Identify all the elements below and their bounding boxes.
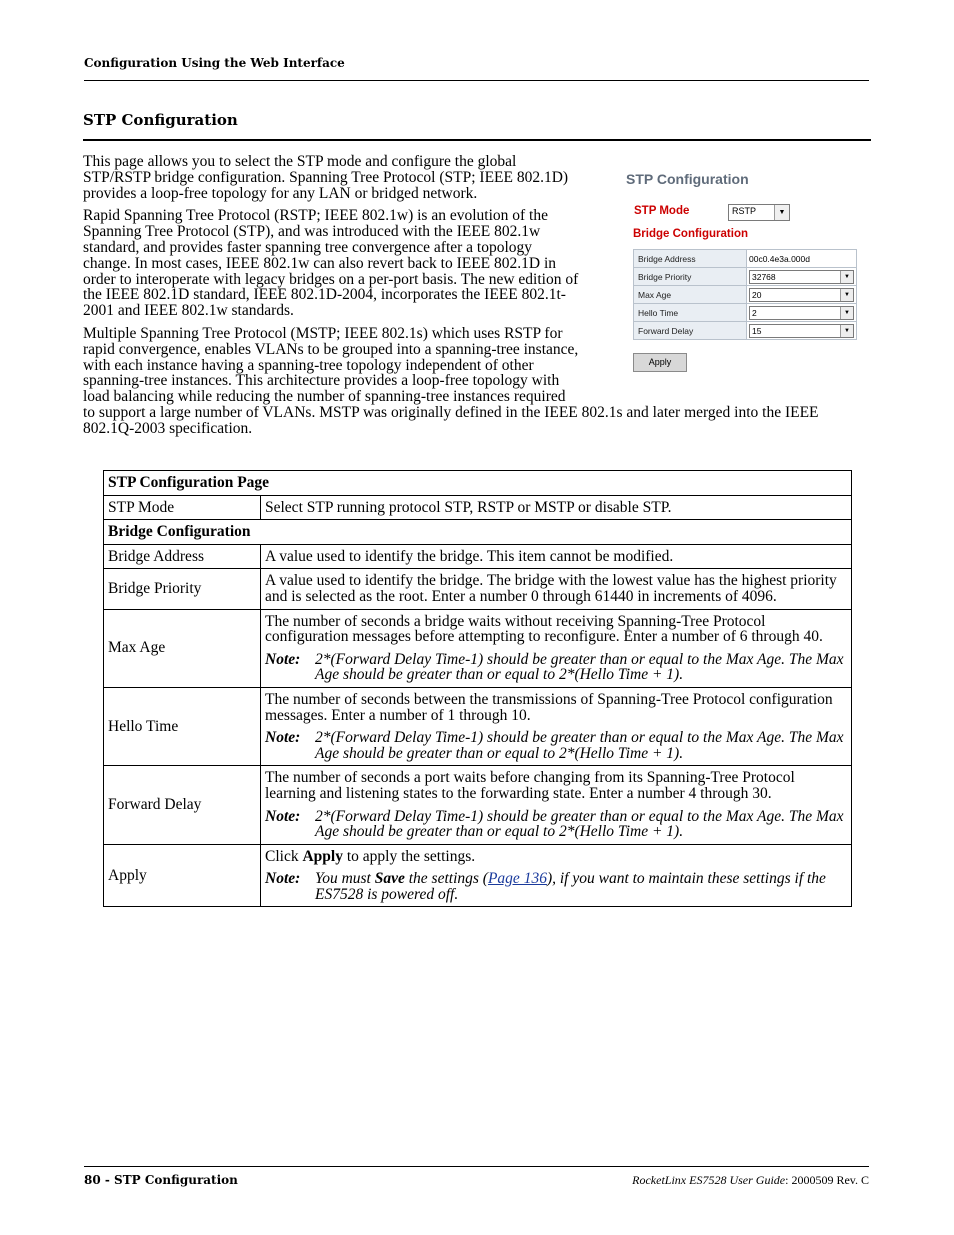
section-divider — [83, 139, 871, 141]
row-forward-delay — [634, 322, 857, 340]
running-header: Configuration Using the Web Interface — [84, 56, 345, 70]
bridge-address-label: Bridge Address — [634, 250, 747, 268]
table-row — [104, 609, 852, 687]
bridge-config-label: Bridge Configuration — [633, 228, 748, 240]
note — [265, 809, 847, 840]
stp-reference-table — [103, 470, 852, 907]
note-label: Note: — [265, 729, 301, 747]
note-bold: Save — [374, 870, 405, 888]
field-description: A value used to identify the bridge. The bridge with the lowest value has the highest priority and is selected as the root. Enter a number 0 through 61440 in increments of 4096. — [261, 569, 852, 609]
paragraph-rstp: Rapid Spanning Tree Protocol (RSTP; IEEE 802.1w) is an evolution of the Spanning Tree Protocol (STP), and was introduced with the IEEE 802.1w standard, and provides faster spanning tree convergence after a topology change. In most cases, IEEE 802.1w can also revert back to IEEE 802.1D in order to interoperate with legacy bridges on a per-port basis. The new edition of the IEEE 802.1D standard, IEEE 802.1D-2004, incorporates the IEEE 802.1t-2001 and IEEE 802.1w standards. — [83, 207, 579, 320]
forward-delay-label: Forward Delay — [634, 322, 747, 340]
chevron-down-icon[interactable]: ▼ — [840, 289, 853, 301]
table-row — [104, 687, 852, 765]
row-hello-time — [634, 304, 857, 322]
table-row — [104, 844, 852, 907]
row-max-age — [634, 286, 857, 304]
note-label: Note: — [265, 650, 301, 668]
note-text: 2*(Forward Delay Time-1) should be greater than or equal to the Max Age. The Max Age should be greater than or equal to 2*(Hello Time + 1). — [315, 729, 844, 762]
footer-page-label: 80 - STP Configuration — [84, 1173, 238, 1187]
stp-config-screenshot — [620, 165, 865, 375]
field-name: Hello Time — [104, 687, 261, 765]
chevron-down-icon[interactable]: ▼ — [840, 271, 853, 283]
field-name: STP Mode — [104, 495, 261, 520]
field-name: Max Age — [104, 609, 261, 687]
paragraph-stp: This page allows you to select the STP mode and configure the global STP/RSTP bridge configuration. Spanning Tree Protocol (STP; IEEE 802.1D) provides a loop-free topology for any LAN or bridged network. — [83, 153, 569, 202]
note-text: 2*(Forward Delay Time-1) should be greater than or equal to the Max Age. The Max Age should be greater than or equal to 2*(Hello Time + 1). — [315, 807, 844, 841]
stp-mode-label: STP Mode — [634, 205, 690, 217]
bridge-priority-label: Bridge Priority — [634, 268, 747, 286]
note — [265, 730, 847, 761]
table-subheading: Bridge Configuration — [104, 520, 852, 545]
note — [265, 652, 847, 683]
bridge-config-table — [633, 249, 857, 340]
field-description — [265, 849, 847, 865]
field-name: Forward Delay — [104, 766, 261, 844]
bridge-priority-select[interactable] — [749, 270, 854, 284]
max-age-value: 20 — [752, 289, 762, 300]
forward-delay-select[interactable] — [749, 324, 854, 338]
note — [265, 871, 847, 902]
row-bridge-address — [634, 250, 857, 268]
desc-text: Click — [265, 847, 303, 865]
table-row — [104, 766, 852, 844]
field-name: Apply — [104, 844, 261, 907]
table-title: STP Configuration Page — [104, 471, 852, 496]
table-row — [104, 495, 852, 520]
max-age-label: Max Age — [634, 286, 747, 304]
footer-divider — [84, 1166, 869, 1167]
stp-mode-value: RSTP — [732, 206, 757, 216]
desc-bold: Apply — [302, 847, 343, 865]
header-divider — [84, 80, 869, 81]
field-name: Bridge Priority — [104, 569, 261, 609]
chevron-down-icon[interactable]: ▼ — [840, 325, 853, 337]
desc-text: to apply the settings. — [342, 847, 476, 865]
bridge-address-value: 00c0.4e3a.000d — [747, 250, 857, 268]
stp-mode-select[interactable] — [728, 204, 790, 221]
note-text: 2*(Forward Delay Time-1) should be greater than or equal to the Max Age. The Max Age should be greater than or equal to 2*(Hello Time + 1). — [315, 650, 844, 684]
apply-button[interactable]: Apply — [633, 353, 687, 372]
field-name: Bridge Address — [104, 544, 261, 569]
field-description: The number of seconds a port waits before changing from its Spanning-Tree Protocol learning and listening states to the forwarding state. Enter a number 4 through 30. — [265, 769, 795, 802]
field-description: The number of seconds a bridge waits without receiving Spanning-Tree Protocol configuration messages before attempting to reconfigure. Enter a number of 6 through 40. — [265, 612, 823, 646]
max-age-select[interactable] — [749, 288, 854, 302]
note-text: You must — [315, 870, 375, 888]
hello-time-select[interactable] — [749, 306, 854, 320]
bridge-priority-value: 32768 — [752, 271, 776, 282]
page-link[interactable]: Page 136 — [487, 870, 547, 888]
hello-time-value: 2 — [752, 307, 757, 318]
section-title: STP Configuration — [83, 111, 238, 129]
footer-doc-title: RocketLinx ES7528 User Guide — [632, 1173, 786, 1187]
row-bridge-priority — [634, 268, 857, 286]
panel-title: STP Configuration — [626, 171, 749, 187]
field-description: Select STP running protocol STP, RSTP or MSTP or disable STP. — [261, 495, 852, 520]
field-description: The number of seconds between the transmissions of Spanning-Tree Protocol configuration messages. Enter a number of 1 through 10. — [265, 690, 833, 724]
chevron-down-icon[interactable]: ▼ — [840, 307, 853, 319]
table-row — [104, 569, 852, 609]
table-row — [104, 544, 852, 569]
note-label: Note: — [265, 870, 301, 888]
hello-time-label: Hello Time — [634, 304, 747, 322]
note-text: ), if you want to maintain these settings if the ES7528 is powered off. — [315, 870, 826, 903]
field-description: A value used to identify the bridge. This item cannot be modified. — [261, 544, 852, 569]
paragraph-mstp: Multiple Spanning Tree Protocol (MSTP; IEEE 802.1s) which uses RSTP for rapid convergence, enables VLANs to be grouped into a spanning-tree instance, with each instance having a spanning-tree topology independent of other spanning-tree instances. This architecture provides a loop-free topology with load balancing while reducing the number of spanning-tree instances required to support a large number of VLANs. MSTP was originally defined in the IEEE 802.1s and later merged into the IEEE 802.1Q-2003 specification. — [83, 324, 819, 437]
note-text: the settings ( — [404, 870, 488, 888]
note-label: Note: — [265, 807, 301, 825]
footer-doc-rev: : 2000509 Rev. C — [785, 1173, 869, 1187]
forward-delay-value: 15 — [752, 325, 762, 336]
chevron-down-icon[interactable]: ▼ — [774, 205, 789, 220]
footer-doc-info — [632, 1173, 869, 1188]
